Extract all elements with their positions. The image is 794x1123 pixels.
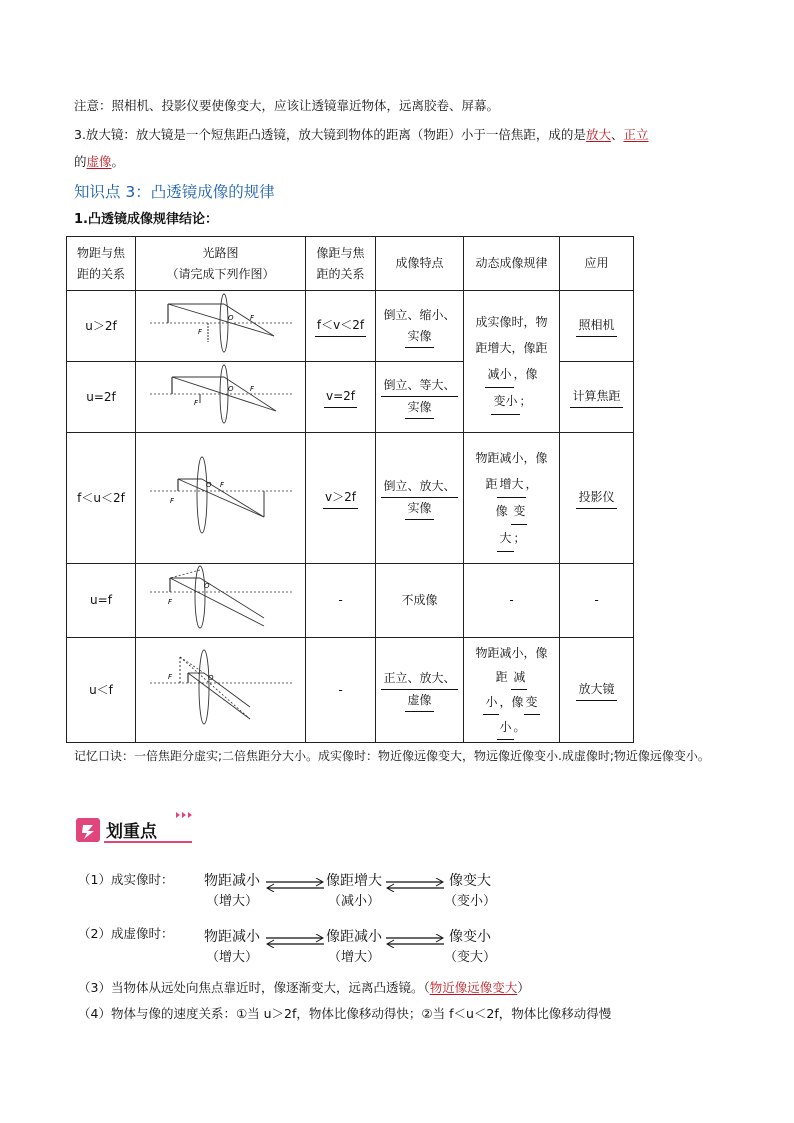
ray-diagram-2 (146, 363, 296, 425)
label-F: F (167, 672, 172, 681)
double-arrow-icon (386, 934, 444, 948)
chain-real-3: 像变大 （变小） (444, 873, 497, 909)
table-row (67, 291, 634, 362)
chain-virtual-1: 物距减小 （增大） (204, 929, 260, 965)
double-arrow-icon (266, 934, 324, 948)
cell-v: - (306, 638, 376, 743)
cell-v: v＞2f (306, 433, 376, 564)
table-row (67, 564, 634, 638)
cell-feature: 不成像 (376, 564, 464, 638)
ray-diagram-cell (136, 638, 306, 743)
header-image-distance: 像距与焦距的关系 (306, 237, 376, 291)
cell-application: 照相机 (560, 291, 634, 362)
note-4: （4）物体与像的速度关系：①当 u＞2f，物体比像移动得快；②当 f＜u＜2f，物体比像移动得慢 (78, 1006, 612, 1021)
label-F: F (169, 496, 174, 505)
note-line: 注意：照相机、投影仪要使像变大，应该让透镜靠近物体，远离胶卷、屏幕。 (74, 98, 500, 113)
label-O: O (203, 582, 210, 590)
cell-v: - (306, 564, 376, 638)
label-F: F (167, 598, 172, 606)
label-F: F (193, 398, 198, 407)
magnifier-line-2 (74, 152, 124, 170)
cell-dynamic-2: 物距减小，像 距 增大 ， 像 变 大 ； (464, 433, 560, 564)
real-image-label: （1）成实像时： (78, 872, 174, 887)
ray-diagram-cell (136, 433, 306, 564)
cell-v: v=2f (306, 362, 376, 433)
chain-real-2: 像距增大 （减小） (326, 873, 382, 909)
header-object-distance: 物距与焦距的关系 (67, 237, 136, 291)
cell-application: 投影仪 (560, 433, 634, 564)
chain-virtual-3: 像变小 （变大） (444, 929, 497, 965)
key-point-badge (76, 812, 200, 847)
header-dynamic-rule: 动态成像规律 (464, 237, 560, 291)
key-point-badge-art (76, 812, 200, 844)
label-F2: F (249, 384, 254, 393)
cell-feature: 倒立、缩小、 实像 (376, 291, 464, 362)
cell-u: u＜f (67, 638, 136, 743)
double-arrow-icon (386, 878, 444, 892)
cell-dynamic-3: 物距减小，像 距 减 小 ，像 变 小 。 (464, 638, 560, 743)
cell-application: 计算焦距 (560, 362, 634, 433)
virtual-image-label: （2）成虚像时： (78, 926, 174, 941)
cell-feature: 倒立、等大、 实像 (376, 362, 464, 433)
ray-diagram-3 (146, 455, 296, 535)
chain-virtual-2: 像距减小 （增大） (326, 929, 382, 965)
magnifier-sep: 、 (610, 127, 624, 142)
magnifier-answer-2: 正立 (623, 127, 649, 142)
header-application: 应用 (560, 237, 634, 291)
magnifier-answer-1: 放大 (585, 127, 611, 142)
label-F2: F (219, 480, 224, 489)
label-O: O (205, 480, 212, 489)
cell-u: u=2f (67, 362, 136, 433)
magnifier-text: 3.放大镜：放大镜是一个短焦距凸透镜，放大镜到物体的距离（物距）小于一倍焦距，成的是 (74, 127, 586, 142)
section-heading: 知识点 3：凸透镜成像的规律 (74, 183, 275, 201)
ray-diagram-cell (136, 362, 306, 433)
label-O: O (207, 673, 214, 682)
label-O: O (227, 313, 234, 322)
memory-rhyme: 记忆口诀：一倍焦距分虚实;二倍焦距分大小。成实像时：物近像远像变大，物远像近像变小.成虚像时;物近像远像变小。 (74, 749, 710, 763)
cell-application: - (560, 564, 634, 638)
badge-text: 划重点 (106, 822, 157, 842)
label-F: F (197, 327, 202, 336)
table-row (67, 638, 634, 743)
cell-u: f＜u＜2f (67, 433, 136, 564)
cell-v: f＜v＜2f (306, 291, 376, 362)
cell-feature: 倒立、放大、 实像 (376, 433, 464, 564)
label-O: O (227, 384, 234, 393)
ray-diagram-1 (146, 292, 296, 354)
magnifier-line (74, 125, 648, 143)
ray-diagram-cell (136, 291, 306, 362)
header-ray-diagram: 光路图 （请完成下列作图） (136, 237, 306, 291)
chain-real-1: 物距减小 （增大） (204, 873, 260, 909)
cell-u: u=f (67, 564, 136, 638)
ray-diagram-5 (146, 647, 296, 727)
cell-application: 放大镜 (560, 638, 634, 743)
note-3-answer: 物近像远像变大 (429, 980, 518, 995)
cell-dynamic: - (464, 564, 560, 638)
ray-diagram-cell (136, 564, 306, 638)
table-row (67, 433, 634, 564)
magnifier-text-2: 的 (74, 154, 87, 169)
magnifier-end: 。 (111, 154, 125, 169)
cell-feature: 正立、放大、 虚像 (376, 638, 464, 743)
label-F2: F (249, 313, 254, 322)
note-3: （3）当物体从远处向焦点靠近时，像逐渐变大，远离凸透镜。（物近像远像变大） (78, 980, 530, 995)
cell-dynamic-1: 成实像时，物 距增大，像距 减小 ，像 变小 ； (464, 291, 560, 433)
lens-rules-table (66, 236, 634, 743)
header-image-feature: 成像特点 (376, 237, 464, 291)
table-header-row (67, 237, 634, 291)
section-subtitle: 1.凸透镜成像规律结论： (74, 212, 218, 227)
magnifier-answer-3: 虚像 (86, 154, 112, 169)
ray-diagram-4 (146, 564, 296, 630)
cell-u: u＞2f (67, 291, 136, 362)
double-arrow-icon (266, 878, 324, 892)
